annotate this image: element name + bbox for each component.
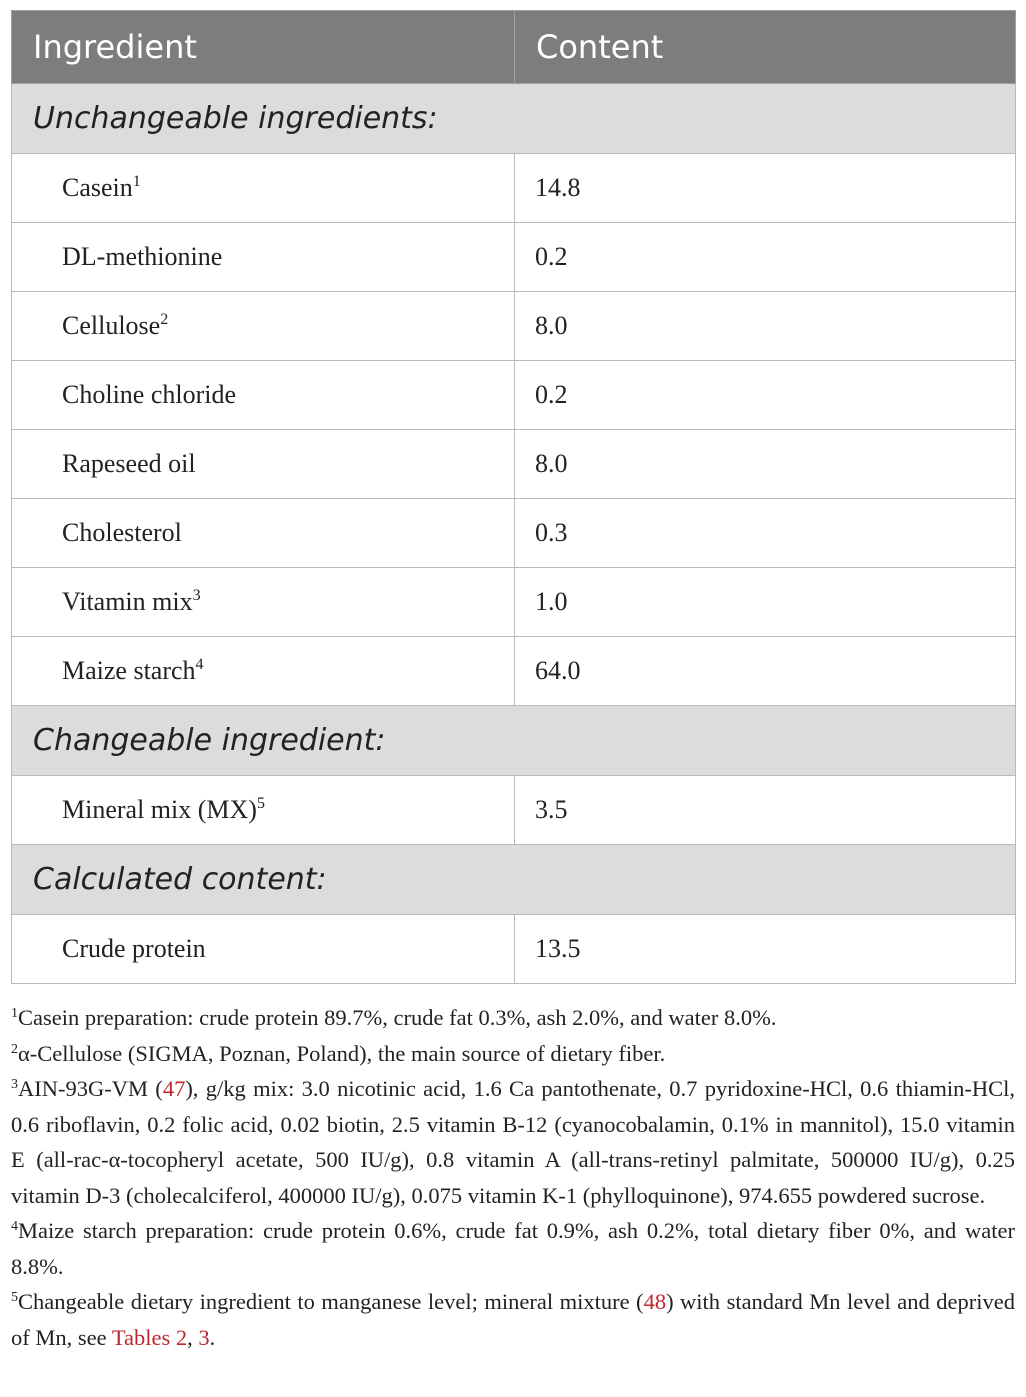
ingredient-cell (12, 915, 515, 984)
footnote-marker: 4 (195, 656, 204, 673)
footnote-text: Maize starch preparation: crude protein 0.6%, crude fat 0.9%, ash 0.2%, total dietary fiber 0%, and water 8.8%. (11, 1218, 1015, 1279)
table-row (12, 361, 1016, 430)
ingredient-name: Vitamin mix (62, 587, 193, 616)
footnote-mark: 5 (11, 1290, 18, 1305)
section-row (12, 84, 1016, 154)
reference-link-47[interactable]: 47 (162, 1076, 186, 1101)
ingredient-name: Mineral mix (MX) (62, 795, 257, 824)
ingredient-name: Maize starch (62, 656, 196, 685)
footnote-mark: 4 (11, 1219, 18, 1234)
ingredient-cell (12, 637, 515, 706)
footnote-marker: 5 (256, 795, 265, 812)
ingredient-cell (12, 776, 515, 845)
footnote-marker: 3 (192, 587, 201, 604)
section-row (12, 706, 1016, 776)
ingredient-name: DL-methionine (62, 242, 223, 271)
table-header-row (12, 11, 1016, 84)
footnote-mark: 1 (11, 1006, 18, 1021)
section-title: Unchangeable ingredients: (12, 84, 1016, 154)
content-value: 0.2 (515, 223, 1016, 292)
section-row (12, 845, 1016, 915)
ingredient-cell (12, 430, 515, 499)
footnote-text: ) with standard Mn level and deprived of Mn, see (11, 1289, 1015, 1350)
content-value: 13.5 (515, 915, 1016, 984)
footnote-text: α-Cellulose (SIGMA, Poznan, Poland), the main source of dietary fiber. (18, 1040, 666, 1066)
section-title: Changeable ingredient: (12, 706, 1016, 776)
ingredient-cell (12, 154, 515, 223)
ingredient-cell (12, 568, 515, 637)
content-value: 0.3 (515, 499, 1016, 568)
content-value: 0.2 (515, 361, 1016, 430)
footnote-1 (11, 1000, 1015, 1036)
footnote-marker: 1 (132, 173, 141, 190)
footnote-text: Casein preparation: crude protein 89.7%, crude fat 0.3%, ash 2.0%, and water 8.0%. (18, 1005, 777, 1030)
content-value: 64.0 (515, 637, 1016, 706)
ingredient-name: Rapeseed oil (62, 449, 196, 478)
tables-2-link[interactable]: Tables 2 (111, 1324, 188, 1350)
table-row (12, 568, 1016, 637)
footnote-text: , (187, 1324, 199, 1350)
table-row (12, 292, 1016, 361)
table-row (12, 430, 1016, 499)
table-row (12, 499, 1016, 568)
header-ingredient: Ingredient (12, 11, 515, 84)
footnote-text: AIN-93G-VM ( (18, 1076, 163, 1101)
footnote-text: ), g/kg mix: 3.0 nicotinic acid, 1.6 Ca pantothenate, 0.7 pyridoxine-HCl, 0.6 thiamin-HCl, 0.6 riboflavin, 0.2 folic acid, 0.02 biotin, 2.5 vitamin B-12 (cyanocobalamin, 0.1% in mannitol), 15.0 vitamin E (all-rac-α-tocopheryl acetate, 500 IU/g), 0.8 vitamin A (all-trans-retinyl palmitate, 500000 IU/g), 0.25 vitamin D-3 (cholecalciferol, 400000 IU/g), 0.075 vitamin K-1 (phylloquinone), 974.655 powdered sucrose. (11, 1076, 1015, 1208)
reference-link-48[interactable]: 48 (643, 1289, 667, 1314)
table-row (12, 223, 1016, 292)
content-value: 8.0 (515, 430, 1016, 499)
header-content: Content (515, 11, 1016, 84)
table-row (12, 915, 1016, 984)
diet-composition-table-container (11, 10, 1015, 984)
footnote-2 (11, 1036, 1015, 1072)
ingredient-cell (12, 499, 515, 568)
table-3-link[interactable]: 3 (198, 1324, 210, 1350)
footnote-5 (11, 1284, 1015, 1355)
ingredient-name: Casein (62, 173, 133, 202)
table-row (12, 637, 1016, 706)
table-row (12, 776, 1016, 845)
ingredient-name: Cellulose (62, 311, 161, 340)
table-body (12, 84, 1016, 984)
ingredient-cell (12, 361, 515, 430)
footnote-marker: 2 (160, 311, 169, 328)
ingredient-cell (12, 223, 515, 292)
table-row (12, 154, 1016, 223)
ingredient-name: Crude protein (62, 934, 206, 963)
content-value: 3.5 (515, 776, 1016, 845)
ingredient-name: Choline chloride (62, 380, 237, 409)
content-value: 14.8 (515, 154, 1016, 223)
ingredient-name: Cholesterol (62, 518, 182, 547)
footnote-3 (11, 1071, 1015, 1213)
footnote-4 (11, 1213, 1015, 1284)
footnote-text: . (209, 1324, 216, 1350)
diet-composition-table (11, 10, 1016, 984)
table-footnotes (11, 1000, 1015, 1355)
footnote-mark: 2 (11, 1041, 18, 1057)
content-value: 1.0 (515, 568, 1016, 637)
ingredient-cell (12, 292, 515, 361)
footnote-text: Changeable dietary ingredient to manganese level; mineral mixture ( (18, 1289, 644, 1314)
section-title: Calculated content: (12, 845, 1016, 915)
content-value: 8.0 (515, 292, 1016, 361)
footnote-mark: 3 (11, 1077, 18, 1092)
